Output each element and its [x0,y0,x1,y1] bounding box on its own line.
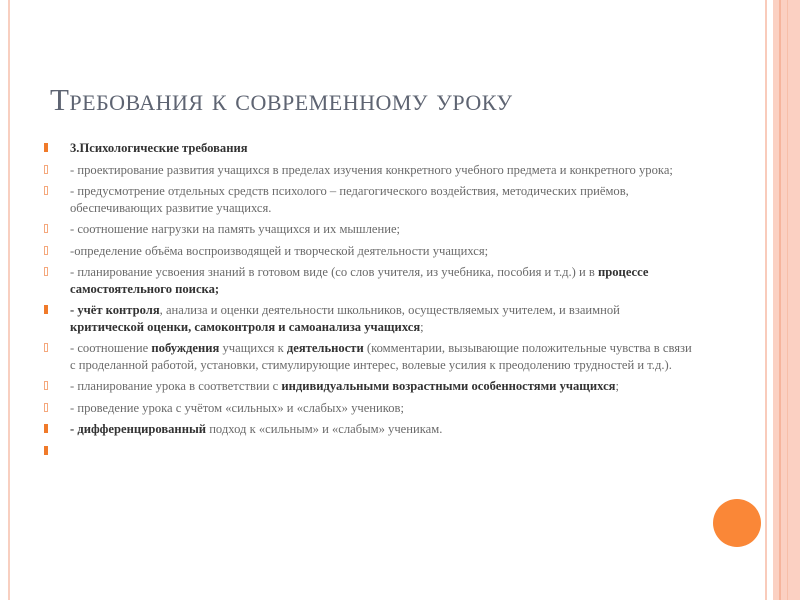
bold-text: побуждения [151,341,220,355]
list-item [44,264,694,297]
item-text: - планирование урока в соответствии с [70,379,282,393]
bullet-icon [44,424,48,433]
left-border-line [8,0,10,600]
item-text: ; [420,319,424,334]
bullet-icon [44,186,48,195]
list-item [44,378,694,395]
bullet-list [44,140,694,464]
item-text: - соотношение [70,341,152,355]
bullet-icon [44,267,48,276]
right-decorative-stripe [787,0,788,600]
bold-text: 3.Психологические требования [70,141,248,155]
list-item [44,140,694,157]
bold-text: деятельности [286,341,364,355]
bold-text: - дифференцированный [70,422,207,436]
bullet-icon [44,143,48,152]
bold-text: индивидуальными возрастными особенностями учащихся [281,379,616,393]
list-item [44,340,694,373]
item-text: (комментарии, вызывающие положительные чувства в связи с проделанной работой, установки, стимулирующие интерес, волевые усилия к преодолению трудностей и т.д.). [70,341,692,372]
list-item [44,162,694,179]
item-text: подход к «сильным» и «слабым» ученикам. [206,422,443,436]
bullet-icon [44,381,48,390]
bullet-icon [44,224,48,233]
bold-text: критической оценки, самоконтроля и самоанализа учащихся [70,319,421,334]
bullet-icon [44,403,48,412]
slide-title: Требования к современному уроку [50,82,513,117]
item-text: -определение объёма воспроизводящей и творческой деятельности учащихся; [70,243,489,258]
item-text: , анализа и оценки деятельности школьников, осуществляемых учителем, и взаимной [159,303,620,317]
right-border-line [765,0,767,600]
list-item [44,302,694,335]
bullet-icon [44,343,48,352]
list-item [44,221,694,238]
item-text: учащихся к [219,341,287,355]
bullet-icon [44,305,48,314]
bold-text: - учёт контроля [70,303,160,317]
item-text: - соотношение нагрузки на память учащихся и их мышление; [70,222,401,236]
list-item [44,400,694,417]
item-text: - планирование усвоения знаний в готовом виде (со слов учителя, из учебника, пособия и т.д.) и в [70,265,598,279]
bullet-icon [44,165,48,174]
list-item [44,243,694,260]
bullet-icon [44,446,48,455]
item-text: - проектирование развития учащихся в пределах изучения конкретного учебного предмета и конкретного урока; [70,162,673,177]
item-text: ; [615,379,619,393]
item-text: - предусмотрение отдельных средств психолого – педагогического воздействия, методических приёмов, обеспечивающих развитие учащихся. [70,184,629,215]
list-item [44,421,694,438]
right-decorative-stripe [779,0,781,600]
bullet-icon [44,246,48,255]
item-text: - проведение урока с учётом «сильных» и «слабых» учеников; [70,400,404,415]
bold-text: процессе самостоятельного поиска; [70,265,649,296]
orange-circle-decoration [713,499,761,547]
list-item [44,443,694,459]
list-item [44,183,694,216]
